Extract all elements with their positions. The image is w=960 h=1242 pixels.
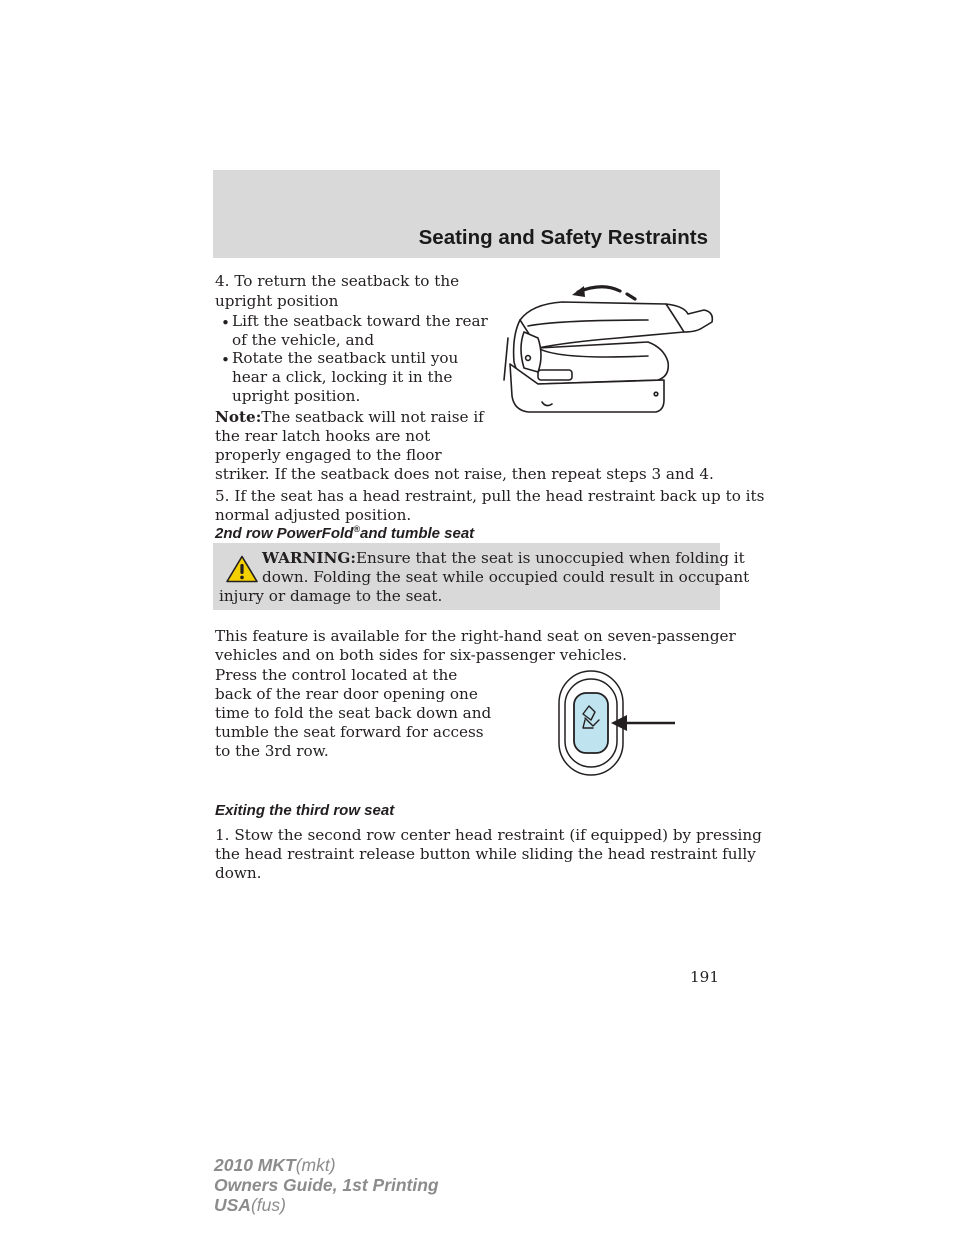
print-footer [214, 1155, 439, 1215]
footer-market: USA [214, 1195, 251, 1215]
feature-line2: vehicles and on both sides for six-passenger vehicles. [215, 646, 627, 664]
press-line1: Press the control located at the [215, 666, 458, 684]
bullet-marker: • [221, 351, 230, 369]
powerfold-heading [215, 524, 474, 542]
warning-line2: down. Folding the seat while occupied could result in occupant [262, 568, 750, 586]
warning-triangle-icon [226, 555, 258, 583]
exiting-step1-line3: down. [215, 864, 262, 882]
note-text: The seatback will not raise if [261, 408, 484, 426]
section-header-band [213, 170, 720, 258]
powerfold-heading-suffix: and tumble seat [359, 525, 475, 542]
feature-line1: This feature is available for the right-hand seat on seven-passenger [215, 627, 736, 645]
press-line2: back of the rear door opening one [215, 685, 478, 703]
note-line2: the rear latch hooks are not [215, 427, 431, 445]
powerfold-control-switch-illustration [555, 668, 681, 778]
footer-market-code: (fus) [250, 1195, 286, 1215]
page-number: 191 [690, 968, 719, 986]
press-line5: to the 3rd row. [215, 742, 329, 760]
bullet2-line1: Rotate the seatback until you [232, 349, 459, 367]
powerfold-heading-prefix: 2nd row PowerFold [215, 525, 354, 542]
bullet2-line2: hear a click, locking it in the [232, 368, 453, 386]
warning-line3: injury or damage to the seat. [219, 587, 443, 605]
note-label: Note: [215, 408, 262, 426]
footer-line1 [214, 1155, 439, 1175]
warning-text: Ensure that the seat is unoccupied when folding it [355, 549, 745, 567]
bullet-marker: • [221, 314, 230, 332]
bullet2-line3: upright position. [232, 387, 361, 405]
exiting-step1-line2: the head restraint release button while sliding the head restraint fully [215, 845, 756, 863]
note-line1 [215, 408, 484, 428]
exiting-heading: Exiting the third row seat [215, 802, 395, 819]
step4-line1: 4. To return the seatback to the [215, 272, 460, 290]
warning-line1 [262, 549, 745, 569]
registered-mark: ® [353, 524, 360, 534]
bullet1-line2: of the vehicle, and [232, 331, 375, 349]
press-line4: tumble the seat forward for access [215, 723, 484, 741]
press-line3: time to fold the seat back down and [215, 704, 492, 722]
section-title: Seating and Safety Restraints [418, 226, 708, 249]
step5-line1: 5. If the seat has a head restraint, pull the head restraint back up to its [215, 487, 765, 505]
footer-model-code: (mkt) [295, 1155, 336, 1175]
footer-model: 2010 MKT [214, 1155, 296, 1175]
seatback-raise-illustration [498, 276, 720, 420]
exiting-step1-line1: 1. Stow the second row center head restraint (if equipped) by pressing [215, 826, 762, 844]
footer-line3 [214, 1195, 439, 1215]
footer-line2: Owners Guide, 1st Printing [214, 1175, 439, 1195]
warning-label: WARNING: [262, 549, 356, 567]
note-line3: properly engaged to the floor [215, 446, 442, 464]
step4-line2: upright position [215, 292, 339, 310]
step5-line2: normal adjusted position. [215, 506, 412, 524]
note-line4: striker. If the seatback does not raise, then repeat steps 3 and 4. [215, 465, 714, 483]
bullet1-line1: Lift the seatback toward the rear [232, 312, 488, 330]
